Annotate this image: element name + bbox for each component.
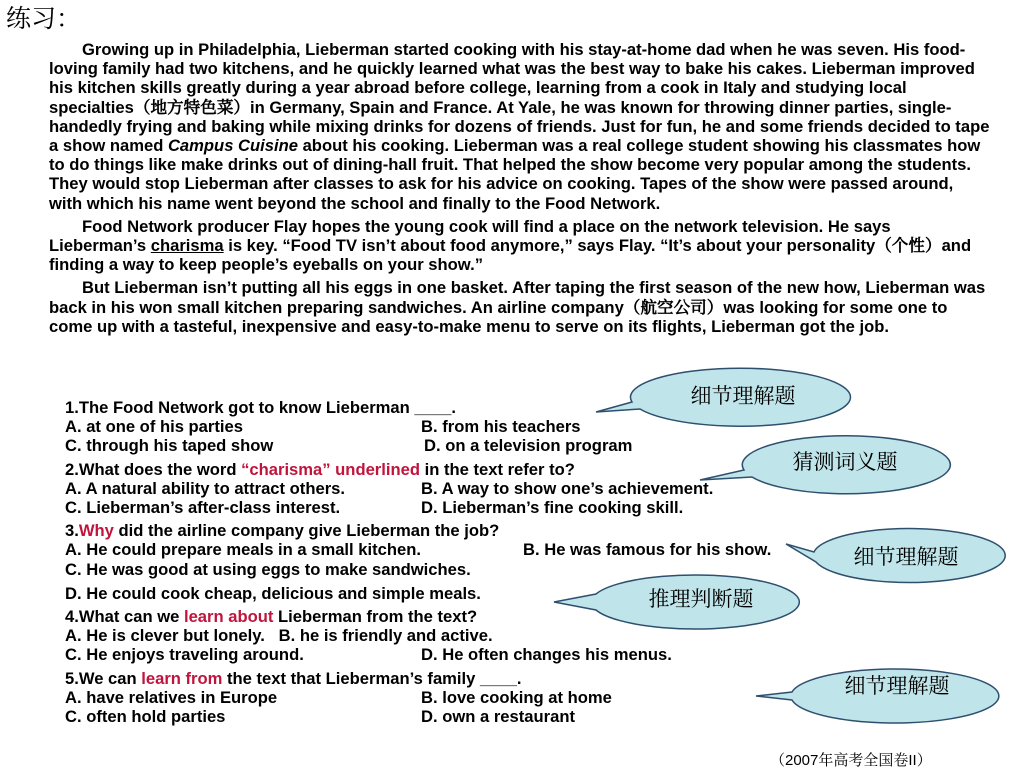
paragraph-1-text-end: about his cooking. Lieberman was a real college student showing his classmates how to do things like make drinks out of dining-hall fruit. That helped the show become very popular among the students. They would stop Lieberman after classes to ask for his advice on cooking. Tapes of the show were passed around, with which his name went beyond the school and finally to the Food Network. [49,136,981,213]
question-5-option-b: B. love cooking at home [421,687,612,707]
reading-passage [49,40,991,336]
callout-detail-2 [786,530,1012,586]
question-2-option-d: D. Lieberman’s fine cooking skill. [421,498,684,518]
question-2-stem-start: 2.What does the word [65,459,242,479]
callout-label: 猜测词义题 [792,450,898,474]
question-5-stem-end: the text that Lieberman’s family ____. [222,668,522,688]
question-2-keyword: “charisma” underlined [241,459,420,479]
question-5-option-d: D. own a restaurant [421,707,575,727]
question-4-stem [65,607,965,626]
question-5-keyword: learn from [141,668,223,688]
question-2-option-b: B. A way to show one’s achievement. [421,478,714,498]
question-3-option-c: C. He was good at using eggs to make sandwiches. [65,559,471,579]
show-name-italic: Campus Cuisine [167,136,298,156]
callout-label: 细节理解题 [853,545,959,569]
question-2-option-a: A. A natural ability to attract others. [65,478,345,498]
callout-detail-3 [756,658,1002,716]
callout-vocab [700,432,950,492]
question-1-option-b: B. from his teachers [421,417,581,437]
question-1-option-d: D. on a television program [424,436,633,456]
question-3-option-d: D. He could cook cheap, delicious and simple meals. [65,583,481,603]
paragraph-1-text-start: Growing up in Philadelphia, Lieberman started cooking with his stay-at-home dad when he was seven. His food-loving family had two kitchens, and he quickly learned what was the best way to bake his cakes. Lieberman improved his kitchen skills greatly during a year abroad before college, learning from a cook in Italy and studying local specialties（地方特色菜）in Germany, Spain and France. At Yale, he was known for throwing dinner parties, single-handedly frying and baking while mixing drinks for dozens of friends. Just for fun, he and some friends decided to tape a show named [49,40,990,156]
passage-paragraph-3: But Lieberman isn’t putting all his eggs in one basket. After taping the first season of the new how, Lieberman was back in his won small kitchen preparing sandwiches. An airline company（航空公司）was looking for some one to come up with a tasteful, inexpensive and easy-to-make menu to serve on its flights, Lieberman got the job. [49,278,986,336]
callout-label: 推理判断题 [648,587,754,611]
callout-label: 细节理解题 [690,384,796,408]
question-1-stem: 1.The Food Network got to know Lieberman ____. [65,398,456,417]
question-4 [65,607,965,665]
source-note: （2007年高考全国卷II） [770,752,932,769]
question-4-options-a-b: A. He is clever but lonely. B. he is friendly and active. [65,626,493,646]
question-4-keyword: learn about [183,607,274,627]
question-3-stem-start: 3. [65,521,79,541]
callout-label: 细节理解题 [844,674,950,698]
exercise-title: 练习： [6,4,82,33]
question-2-option-c: C. Lieberman’s after-class interest. [65,498,341,518]
callout-inference [552,572,814,630]
question-4-stem-start: 4.What can we [65,607,184,627]
question-4-option-d: D. He often changes his menus. [421,645,672,665]
underlined-word: charisma [150,236,224,256]
question-1-option-c: C. through his taped show [65,436,274,456]
question-1-option-a: A. at one of his parties [65,417,243,437]
paragraph-2-text-start: Food Network producer Flay hopes the young cook will find a place on the network television. He says Lieberman’s [49,216,891,256]
question-2-stem-end: in the text refer to? [420,459,575,479]
question-4-stem-end: Lieberman from the text? [273,607,478,627]
callout-detail-1 [588,368,852,428]
passage-paragraph-1 [49,40,991,213]
question-5-stem-start: 5.We can [65,668,142,688]
question-5-option-a: A. have relatives in Europe [65,687,278,707]
question-5-option-c: C. often hold parties [65,707,226,727]
question-3-stem-end: did the airline company give Lieberman the job? [113,521,500,541]
question-3-option-a: A. He could prepare meals in a small kitchen. [65,540,421,560]
paragraph-2-text-end: is key. “Food TV isn’t about food anymore,” says Flay. “It’s about your personality（个性）and finding a way to keep people’s eyeballs on your show.” [49,236,972,275]
question-4-option-c: C. He enjoys traveling around. [65,645,304,665]
passage-paragraph-2 [49,217,991,275]
question-3-option-b: B. He was famous for his show. [523,540,772,560]
question-3-keyword: Why [78,521,114,541]
